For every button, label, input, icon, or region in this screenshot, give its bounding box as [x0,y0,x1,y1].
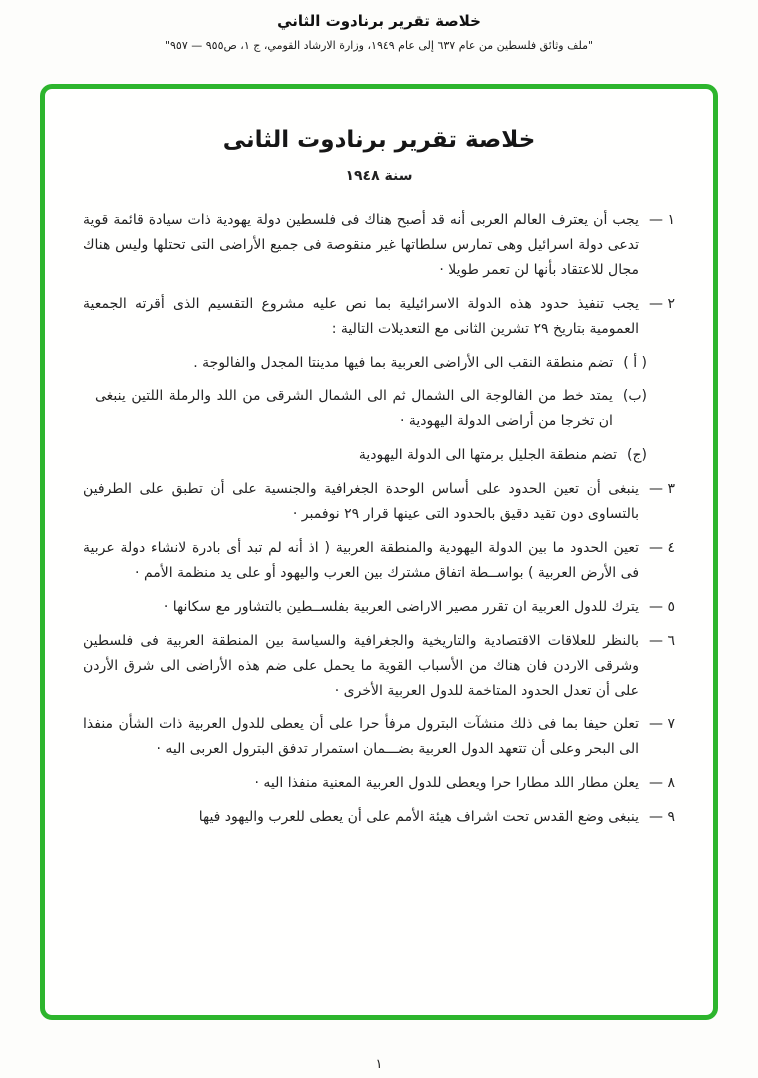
item-text: يمتد خط من الفالوجة الى الشمال ثم الى الشمال الشرقى من اللد والرملة اللتين ينبغى ان تخرجا من أراضى الدولة اليهودية · [95,388,613,430]
document-frame [40,84,718,1020]
list-item [83,771,675,796]
item-number: (ج) [627,447,647,464]
item-number: ٩ — [649,809,675,826]
sub-list-item [95,384,647,434]
item-number: ٨ — [649,775,675,792]
list-item [83,477,675,527]
document-year: سنة ١٩٤٨ [345,168,413,184]
list-item [83,536,675,586]
item-number: ٣ — [649,481,675,498]
list-item [83,595,675,620]
item-number: ٧ — [649,716,675,733]
item-text: تعين الحدود ما بين الدولة اليهودية والمنطقة العربية ( اذ أنه لم تبد أى بادرة لانشاء دولة عربية فى الأرض العربية ) بواســطة اتفاق مشترك بين العرب واليهود أو على يد منظمة الأمم · [83,539,640,581]
item-text: ينبغى وضع القدس تحت اشراف هيئة الأمم على أن يعطى للعرب واليهود فيها [198,809,640,826]
item-text: يعلن مطار اللد مطارا حرا ويعطى للدول العربية المعنية منفذا اليه · [254,775,640,792]
header-title: خلاصة تقرير برنادوت الثاني [277,12,481,30]
page-number: ١ [375,1057,383,1072]
item-number: (ب) [622,388,647,405]
item-number: ٦ — [649,632,675,649]
item-number: ٢ — [649,295,675,312]
item-number: ٤ — [649,539,675,556]
sub-list-item [95,351,647,376]
item-text: يجب أن يعترف العالم العربى أنه قد أصبح هناك فى فلسطين دولة يهودية ذات سيادة قائمة قوية تدعى دولة اسرائيل وهى تمارس سلطاتها غير منقوصة فى جميع الأراضى التى تحتلها وليس هناك مجال للاعتقاد بأنها لن تعمر طويلا · [83,212,640,278]
item-text: يجب تنفيذ حدود هذه الدولة الاسرائيلية بما نص عليه مشروع التقسيم الذى أقرته الجمعية العمومية بتاريخ ٢٩ تشرين الثانى مع التعديلات التالية : [83,295,640,337]
item-number: ( أ ) [623,354,647,371]
list-item [83,712,675,762]
list-item [83,629,675,704]
item-text: ينبغى أن تعين الحدود على أساس الوحدة الجغرافية والجنسية على أن تطبق على الطرفين بالتساوى دون تقيد دقيق بالحدود التى عينها قرار ٢٩ نوفمبر · [83,481,640,523]
item-text: بالنظر للعلاقات الاقتصادية والتاريخية والجغرافية والسياسة بين المنطقة العربية فى فلسطين وشرقى الاردن فان هناك من الأسباب القوية ما يحمل على ضم هذه الأراضى الى شرق الأردن على أن تعدل الحدود المتاخمة للدول العربية الأخرى · [83,632,640,699]
header-source-citation: "ملف وثائق فلسطين من عام ٦٣٧ إلى عام ١٩٤٩، وزارة الارشاد القومي، ج ١، ص٩٥٥ — ٩٥٧" [164,39,594,52]
list-item [83,805,675,830]
document-body [83,208,675,830]
item-text: تضم منطقة الجليل برمتها الى الدولة اليهودية [358,447,618,464]
list-item [83,208,675,283]
page-header [0,0,758,52]
item-text: يترك للدول العربية ان تقرر مصير الاراضى العربية بفلســطين بالتشاور مع سكانها · [163,598,640,615]
sub-list-item [95,443,647,468]
document-title: خلاصة تقرير برنادوت الثانى [222,127,536,153]
list-item [83,292,675,342]
item-number: ٥ — [649,598,675,615]
item-text: تضم منطقة النقب الى الأراضى العربية بما فيها مدينتا المجدل والفالوجة . [193,354,614,371]
item-text: تعلن حيفا بما فى ذلك منشآت البترول مرفأ حرا على أن يعطى للدول العربية ذات الشأن منفذا الى البحر وعلى أن تتعهد الدول العربية بضـــمان استمرار تدفق البترول العربى اليه · [83,716,640,758]
item-number: ١ — [649,212,675,228]
